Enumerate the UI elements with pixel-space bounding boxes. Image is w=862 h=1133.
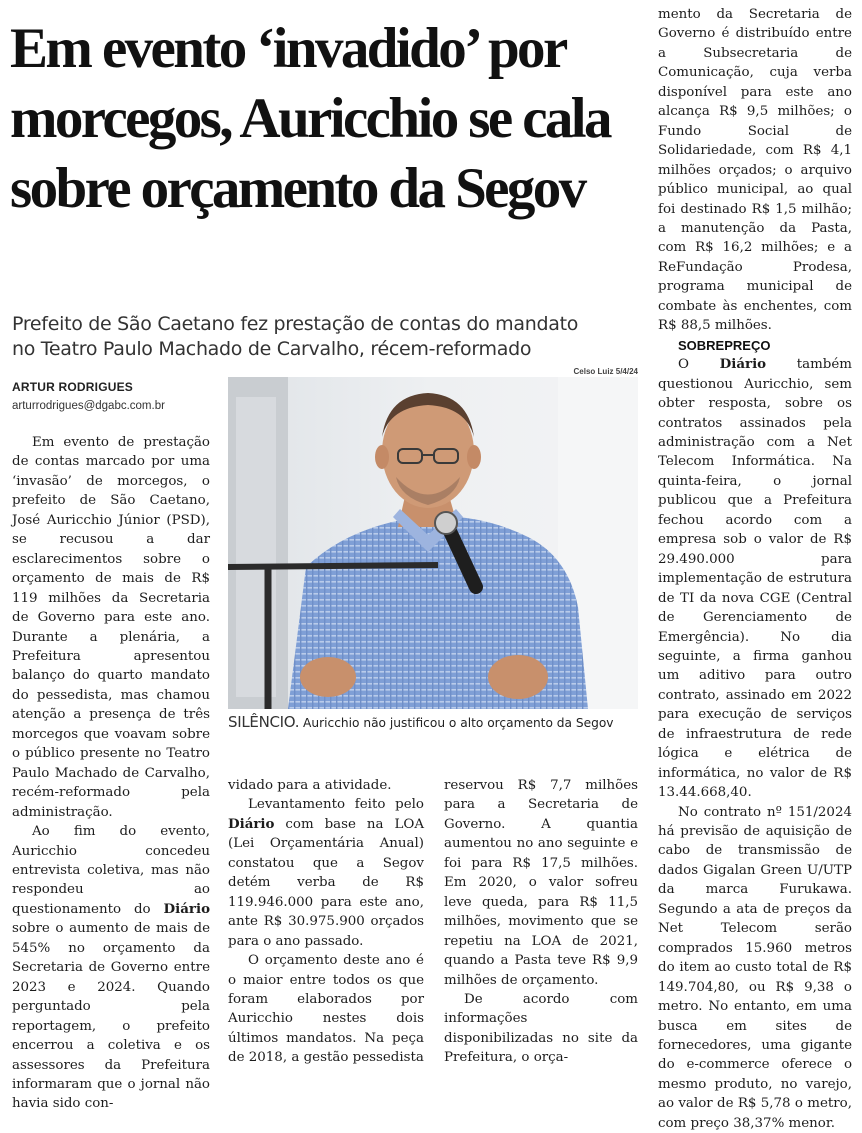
paragraph: Em evento de prestação de contas marcado por uma ‘invasão’ de morcegos, o prefeito de São Caetano, José Auricchio Júnior (PSD), se recusou a dar esclarecimentos sobre o orçamento de mais de R$ 119 milhões da Secretaria de Governo para este ano. Durante a plenária, a Prefeitura apresentou balanço do quarto mandato do pessedista, mas chamou atenção a presença de três morcegos que voavam sobre o público presente no Teatro Paulo Machado de Carvalho, recém-reformado pela administração.: [12, 435, 210, 820]
paragraph: No contrato nº 151/2024 há previsão de aquisição de cabo de transmissão de dados Gigalan Green U/UTP da marca Furukawa. Segundo a ata de preços da Net Telecom serão comprados 15.960 metros do item ao custo total de R$ 149.704,80, ou R$ 9,38 o metro. No entanto, em uma busca em sites de fornecedores, uma gigante do e-commerce oferece o mesmo produto, no varejo, ao valor de R$ 5,78 o metro, com preço 38,37% menor.: [658, 804, 852, 1131]
paragraph: mento da Secretaria de Governo é distribuído entre a Subsecretaria de Comunicação, cuja verba disponível para este ano alcança R$ 9,5 milhões; o Fundo Social de Solidariedade, com R$ 4,1 milhões orçados; o arquivo público municipal, ao qual foi destinado R$ 1,5 milhão; a manutenção da Pasta, com R$ 16,2 milhões; e a ReFundação Prodesa, programa municipal de combate às enchentes, com R$ 88,5 milhões.: [658, 7, 852, 334]
article-column-3: [444, 776, 638, 1068]
newspaper-name: Diário: [719, 356, 767, 373]
paragraph: Ao fim do evento, Auricchio concedeu entrevista coletiva, mas não respondeu ao questionamento do Diário sobre o aumento de mais de 545% no orçamento da Secretaria de Governo entre 2023 e 2024. Quando perguntado pela reportagem, o prefeito encerrou a coletiva e os assessores da Prefeitura informaram que o jornal não havia sido con-: [12, 824, 210, 1112]
caption-text: Auricchio não justificou o alto orçamento da Segov: [303, 716, 614, 730]
paragraph: Levantamento feito pelo Diário com base na LOA (Lei Orçamentária Anual) constatou que a Segov detém verba de R$ 119.946.000 para este ano, ante R$ 30.975.900 orçados para o ano passado.: [228, 797, 424, 949]
headline: [10, 14, 650, 224]
subheadline-line-2: no Teatro Paulo Machado de Carvalho, récem-reformado: [12, 338, 532, 360]
speaker-photo-illustration: [228, 377, 638, 709]
photo-credit: Celso Luiz 5/4/24: [573, 367, 638, 376]
paragraph: O Diário também questionou Auricchio, sem obter resposta, sobre os contratos assinados pela administração com a Net Telecom Informática. Na quinta-feira, o jornal publicou que a Prefeitura fechou acordo com a empresa sob o valor de R$ 29.490.000 para implementação de estrutura de TI da nova CGE (Central de Gerenciamento de Emergência). No dia seguinte, a firma ganhou um aditivo para outro contrato, assinado em 2022 para execução de serviços de infraestrutura de rede lógica e elétrica de informática, no valor de R$ 13.44.668,40.: [658, 356, 852, 801]
caption-tag: SILÊNCIO.: [228, 713, 300, 731]
author-email[interactable]: arturrodrigues@dgabc.com.br: [12, 400, 165, 412]
photo-caption: [228, 713, 638, 731]
newspaper-name: Diário: [228, 815, 275, 832]
article-column-1: [12, 433, 210, 1114]
author-name: ARTUR RODRIGUES: [12, 380, 134, 394]
headline-line-2: morcegos, Auricchio se cala: [10, 87, 610, 150]
newspaper-name: Diário: [163, 900, 210, 917]
paragraph: De acordo com informações disponibilizadas no site da Prefeitura, o orça-: [444, 991, 638, 1066]
article-column-4: [658, 5, 852, 1133]
paragraph: O orçamento deste ano é o maior entre todos os que foram elaborados por Auricchio nestes dois últimos mandatos. Na peça de 2018, a gestão pessedista: [228, 953, 424, 1066]
headline-line-1: Em evento ‘invadido’ por: [10, 17, 566, 80]
article-column-2: [228, 776, 424, 1068]
article-photo: [228, 377, 638, 709]
headline-line-3: sobre orçamento da Segov: [10, 157, 585, 220]
paragraph: reservou R$ 7,7 milhões para a Secretaria de Governo. A quantia aumentou no ano seguinte e foi para R$ 17,5 milhões. Em 2020, o valor sofreu leve queda, para R$ 11,5 milhões, movimento que se repetiu na LOA de 2021, quando a Pasta teve R$ 9,9 milhões de orçamento.: [444, 778, 638, 988]
paragraph: vidado para a atividade.: [228, 778, 392, 793]
subheadline-line-1: Prefeito de São Caetano fez prestação de contas do mandato: [12, 313, 579, 335]
subheadline: [12, 312, 640, 362]
section-title: SOBREPREÇO: [678, 337, 771, 353]
